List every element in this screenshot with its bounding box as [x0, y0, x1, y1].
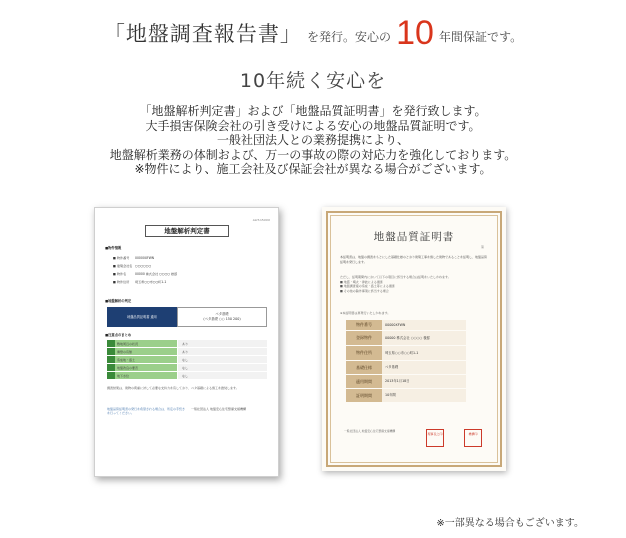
doc1-property-label: ■ 物件名 [113, 272, 127, 276]
table-row [107, 340, 267, 348]
doc1-property-label: ■ 物件番号 [113, 256, 130, 260]
row-label: 登録物件 [346, 331, 382, 345]
table-row [346, 361, 466, 375]
description-line: 一般社団法人との業務提携により、 [216, 133, 409, 147]
doc1-section-notes: ■注意点のまとめ [105, 333, 132, 337]
row-value: あり [177, 340, 267, 347]
row-marker [107, 348, 115, 355]
description-line: 「地盤解析判定書」および「地盤品質証明書」を発行致します。 [139, 104, 487, 118]
row-value: 00000 株式会社 ○○○○ 様邸 [382, 331, 466, 345]
doc2-title: 地盤品質証明書 [373, 231, 455, 243]
row-value: 2013年1月18日 [382, 375, 466, 388]
table-row [346, 389, 466, 403]
doc2-conditions [340, 275, 488, 293]
doc1-property-row [113, 263, 151, 268]
headline [0, 14, 626, 53]
doc1-footer-left: 地盤品質証明書の発行を希望される場合は、所定の手続きを行ってください。 [107, 407, 186, 416]
row-marker [107, 356, 115, 363]
table-row [107, 372, 267, 380]
doc1-result-value [177, 307, 267, 327]
row-label: 適用期間 [346, 375, 382, 388]
footnote: ※一部異なる場合もございます。 [436, 518, 584, 529]
doc1-property-label: ■ 物件住所 [113, 280, 130, 284]
doc2-issuer: 一般社団法人 地盤安心住宅整備支援機構 [344, 429, 396, 433]
doc2-conditions-title: ただし、証明期間内において以下の項目に該当する場合は証明をいたしかねます。 [340, 275, 451, 279]
row-marker [107, 372, 115, 379]
table-row [107, 348, 267, 356]
doc1-footer-company: 一般社団法人 地盤安心住宅整備支援機構 [191, 407, 246, 411]
doc2-number: 第 [480, 245, 484, 249]
doc1-section-result: ■地盤解析の判定 [105, 299, 132, 303]
doc2-condition: ■ その他の除外事項に該当する場合 [340, 288, 389, 293]
doc1-notes-table [107, 340, 267, 380]
description [0, 104, 626, 177]
description-line: 大手損害保険会社の引き受けによる安心の地盤品質証明です。 [145, 118, 481, 133]
row-value: なし [177, 372, 267, 379]
headline-guarantee-text: 年間保証です。 [439, 30, 523, 44]
row-value: ベタ基礎 [382, 361, 466, 374]
description-line: ※物件により、施工会社及び保証会社が異なる場合がございます。 [134, 162, 492, 176]
doc1-property-label: ■ 建築会社名 [113, 264, 133, 268]
doc1-result-value-1: ベタ基礎 [215, 312, 229, 316]
row-label: 敷地周辺の状況 [115, 340, 177, 347]
doc1-property-row [113, 255, 154, 260]
description-line: 地盤解析業務の体制および、万一の事故の際の対応力を強化しております。 [109, 147, 517, 162]
row-label: 証明期間 [346, 389, 382, 402]
headline-years: 10 [396, 14, 434, 52]
doc1-property-row [113, 271, 177, 276]
ground-analysis-report-image [94, 207, 279, 477]
doc2-condition: ■ 地震・噴火・津波による損害 [340, 279, 383, 284]
doc1-property-value: 00000 株式会社 ○○○○ 様邸 [135, 272, 178, 276]
table-row [346, 346, 466, 361]
doc1-section-property: ■物件情報 [105, 246, 122, 250]
row-marker [107, 364, 115, 371]
row-value: 10年間 [382, 389, 466, 402]
row-label: 擁壁の有無 [115, 348, 177, 355]
red-seal-stamp: 機構印 [464, 429, 482, 447]
headline-report-name: 「地盤調査報告書」 [103, 22, 302, 46]
row-value: なし [177, 356, 267, 363]
row-label: 地盤改良の要否 [115, 364, 177, 371]
doc2-condition: ■ 地盤調査後の造成・盛土等による損害 [340, 284, 395, 288]
doc1-property-value: ○○○○○○ [135, 264, 152, 268]
doc2-note: ※本証明書は再発行いたしかねます。 [340, 311, 391, 315]
doc1-code: ALIT-15XXX [252, 218, 270, 222]
row-value: あり [177, 348, 267, 355]
table-row [107, 356, 267, 364]
doc1-property-value: 00000XFWN [135, 256, 155, 260]
table-row [346, 331, 466, 346]
row-value: 00000XFWN [382, 320, 466, 330]
ground-quality-certificate-image [322, 207, 506, 471]
row-label: 基礎仕様 [346, 361, 382, 374]
subheadline: 10年続く安心を [239, 70, 387, 92]
doc1-summary: 調査結果は、建物の荷重に対して必要な支持力を有しており、ベタ基礎による施工を推奨します。 [107, 386, 239, 390]
doc1-title: 地盤解析判定書 [145, 225, 229, 237]
headline-issue-text: を発行。安心の [307, 30, 392, 44]
doc2-table [346, 320, 466, 403]
row-label: 地下水位 [115, 372, 177, 379]
table-row [107, 364, 267, 372]
row-marker [107, 340, 115, 347]
doc1-result-label: 地盤品質証明書 適用 [107, 307, 177, 327]
table-row [346, 320, 466, 331]
row-value: 埼玉県○○市○○町1-1 [382, 346, 466, 360]
row-label: 物件住所 [346, 346, 382, 360]
doc1-result-value-2: (ベタ基礎 ○○ 150 200) [203, 317, 241, 321]
row-label: 物件番号 [346, 320, 382, 330]
doc1-property-value: 埼玉県○○市○○町1-1 [135, 280, 167, 284]
row-label: 造成地・盛土 [115, 356, 177, 363]
row-value: なし [177, 364, 267, 371]
doc2-intro: 本証明書は、地盤の調査をもとにした基礎仕様のとおり建築工事を施した建物であることを証明し、地盤品質証明を発行します。 [340, 255, 488, 264]
red-seal-stamp: 理事長之印 [426, 429, 444, 447]
table-row [346, 375, 466, 389]
doc1-property-row [113, 279, 166, 284]
